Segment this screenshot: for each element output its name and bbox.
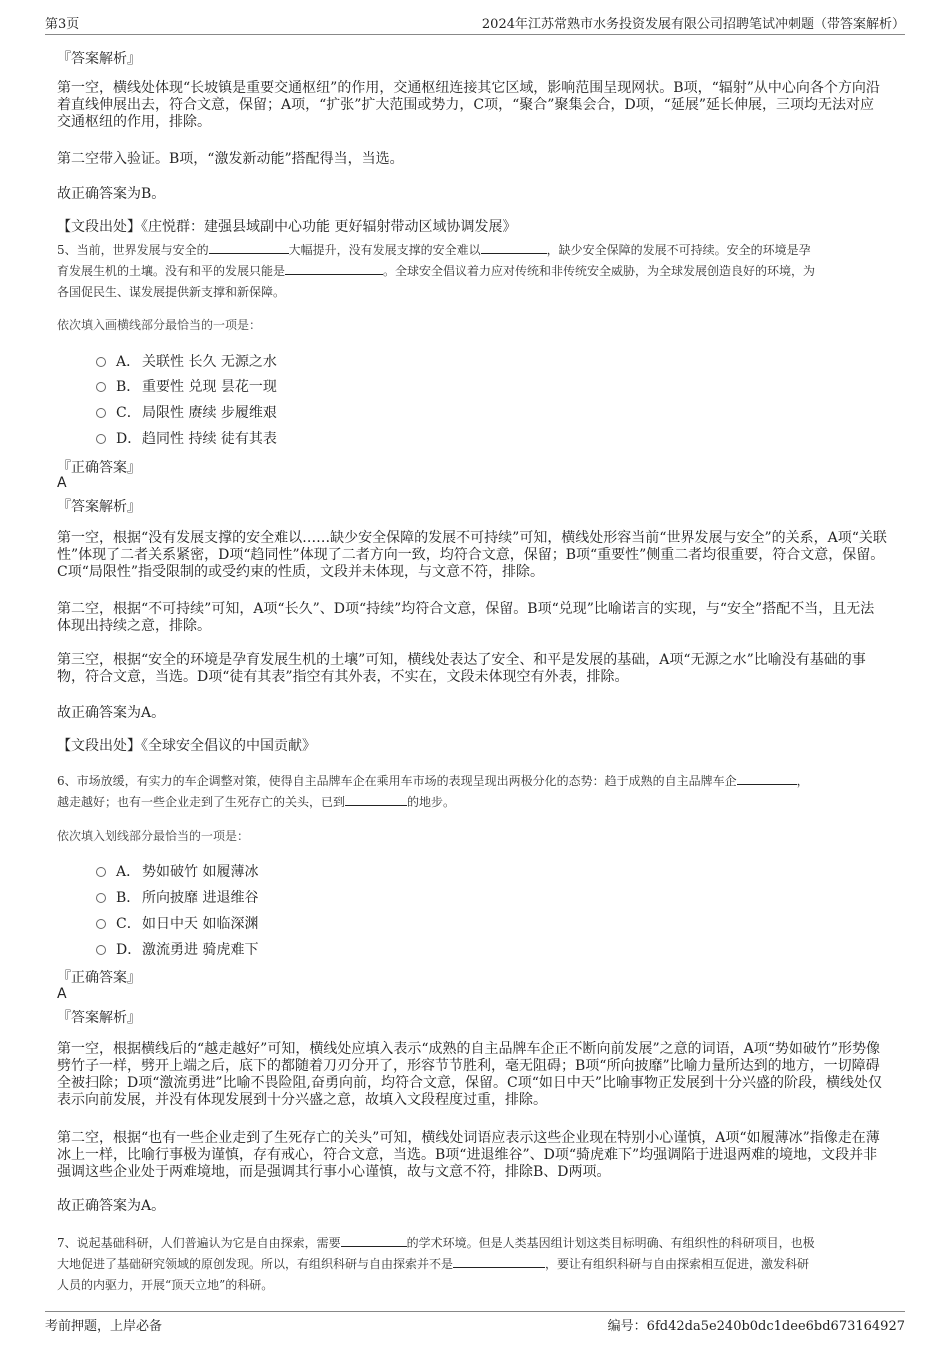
document-title: 2024年江苏常熟市水务投资发展有限公司招聘笔试冲刺题（带答案解析） — [481, 17, 905, 32]
q6-correct-label: 『正确答案』 — [57, 970, 141, 986]
q4-analysis-label: 『答案解析』 — [57, 51, 141, 67]
source-label: 【文段出处】 — [57, 219, 141, 235]
question-7: 7、说起基础科研，人们普遍认为它是自由探索，需要 的学术环境。但是人类基因组计划这类目标明确、有组织性的科研项目，也极 大地促进了基础研究领域的原创发现。所以，有组织科研与自由探索并不是 ，要让有组织科研与自由探索相互促进，激发科研 人员的内驱力，开展“顶天立地”的科研。 — [57, 1236, 815, 1292]
radio-icon[interactable] — [96, 408, 106, 418]
radio-icon[interactable] — [96, 382, 106, 392]
q5-prompt: 依次填入画横线部分最恰当的一项是： — [57, 318, 262, 332]
q5-analysis-p1: 第一空，根据“没有发展支撑的安全难以……缺少安全保障的发展不可持续”可知，横线处形容当前“世界发展与安全”的关系，A项“关联性”体现了二者关系紧密，D项“趋同性”体现了二者方向一致，均符合文意，保留；B项“重要性”侧重二者均很重要，符合文意，保留。C项“局限性”指受限制的或受约束的性质，文段并未体现，与文意不符，排除。 — [57, 530, 887, 580]
q5-option-b[interactable]: B． 重要性 兑现 昙花一现 — [96, 376, 277, 394]
q4-source — [57, 219, 887, 236]
q5-correct-answer: A — [57, 475, 67, 491]
question-5: 5、当前，世界发展与安全的 大幅提升，没有发展支撑的安全难以 ，缺少安全保障的发展不可持续。安全的环境是孕 育发展生机的土壤。没有和平的发展只能是 。全球安全倡议着力应对传统和非传统安全威胁，为全球发展创造良好的环境，为 各国促民生、谋发展提供新支撑和新保障。 — [57, 243, 816, 299]
q6-analysis-p3: 故正确答案为A。 — [57, 1198, 166, 1214]
q5-source — [57, 738, 887, 755]
q6-correct-answer: A — [57, 986, 67, 1002]
page-number: 第3页 — [45, 17, 80, 32]
q5-analysis-p4: 故正确答案为A。 — [57, 705, 166, 721]
q5-option-c[interactable]: C．局限性 赓续 步履维艰 — [96, 402, 277, 420]
q5-analysis-p2: 第二空，根据“不可持续”可知，A项“长久”、D项“持续”均符合文意，保留。B项“兑现”比喻诺言的实现，与“安全”搭配不当，且无法体现出持续之意，排除。 — [57, 601, 875, 634]
page-footer — [45, 1311, 905, 1334]
q6-analysis-label: 『答案解析』 — [57, 1010, 141, 1026]
source-label: 【文段出处】 — [57, 738, 141, 754]
radio-icon[interactable] — [96, 919, 106, 929]
blank-1 — [341, 1234, 407, 1247]
blank-1 — [737, 772, 797, 785]
blank-2 — [453, 1255, 545, 1268]
footer-motto: 考前押题，上岸必备 — [45, 1319, 163, 1334]
q5-option-d[interactable]: D．趋同性 持续 徒有其表 — [96, 428, 277, 446]
blank-3 — [285, 262, 383, 275]
radio-icon[interactable] — [96, 893, 106, 903]
q6-option-d[interactable]: D．激流勇进 骑虎难下 — [96, 939, 258, 957]
q6-option-c[interactable]: C．如日中天 如临深渊 — [96, 913, 258, 931]
question-6: 6、市场放缓，有实力的车企调整对策，使得自主品牌车企在乘用车市场的表现呈现出两极分化的态势：趋于成熟的自主品牌车企 ， 越走越好；也有一些企业走到了生死存亡的关头，已到 的地步。 — [57, 774, 809, 809]
blank-2 — [481, 241, 547, 254]
q5-correct-label: 『正确答案』 — [57, 460, 141, 476]
blank-1 — [209, 241, 289, 254]
document-code: 编号：6fd42da5e240b0dc1dee6bd673164927 — [607, 1319, 905, 1334]
source-title: 《庄悦群：建强县域副中心功能 更好辐射带动区域协调发展》 — [141, 219, 517, 235]
q4-analysis-p1: 第一空，横线处体现“长坡镇是重要交通枢纽”的作用，交通枢纽连接其它区域，影响范围呈现网状。B项，“辐射”从中心向各个方向沿着直线伸展出去，符合文意，保留；A项，“扩张”扩大范围或势力，C项，“聚合”聚集会合，D项，“延展”延长伸展，三项均无法对应交通枢纽的作用，排除。 — [57, 80, 880, 130]
q6-analysis-p1: 第一空，根据横线后的“越走越好”可知，横线处应填入表示“成熟的自主品牌车企正不断向前发展”之意的词语，A项“势如破竹”形势像劈竹子一样，劈开上端之后，底下的都随着刀刃分开了，形容节节胜利，毫无阻碍；B项“所向披靡”比喻力量所达到的地方，一切障碍全被扫除；D项“激流勇进”比喻不畏险阻,奋勇向前，均符合文意，保留。C项“如日中天”比喻事物正发展到十分兴盛的阶段，横线处仅表示向前发展，并没有体现发展到十分兴盛之意，故填入文段程度过重，排除。 — [57, 1041, 883, 1108]
page-header — [45, 12, 905, 35]
q4-analysis-p2: 第二空带入验证。B项，“激发新动能”搭配得当，当选。 — [57, 151, 404, 167]
q5-analysis-label: 『答案解析』 — [57, 499, 141, 515]
radio-icon[interactable] — [96, 357, 106, 367]
blank-2 — [345, 793, 407, 806]
radio-icon[interactable] — [96, 434, 106, 444]
q5-option-a[interactable]: A． 关联性 长久 无源之水 — [96, 351, 277, 369]
q6-prompt: 依次填入划线部分最恰当的一项是： — [57, 829, 250, 843]
radio-icon[interactable] — [96, 945, 106, 955]
radio-icon[interactable] — [96, 867, 106, 877]
q6-option-b[interactable]: B． 所向披靡 进退维谷 — [96, 887, 258, 905]
source-title: 《全球安全倡议的中国贡献》 — [141, 738, 316, 754]
q6-analysis-p2: 第二空，根据“也有一些企业走到了生死存亡的关头”可知，横线处词语应表示这些企业现在特别小心谨慎，A项“如履薄冰”指像走在薄冰上一样，比喻行事极为谨慎，存有戒心，符合文意，当选。B项“进退维谷”、D项“骑虎难下”均强调陷于进退两难的境地，文段并非强调这些企业处于两难境地，而是强调其行事小心谨慎，故与文意不符，排除B、D两项。 — [57, 1130, 880, 1180]
q4-analysis-p3: 故正确答案为B。 — [57, 186, 166, 202]
q6-option-a[interactable]: A． 势如破竹 如履薄冰 — [96, 861, 258, 879]
q5-analysis-p3: 第三空，根据“安全的环境是孕育发展生机的土壤”可知，横线处表达了安全、和平是发展的基础，A项“无源之水”比喻没有基础的事物，符合文意，当选。D项“徒有其表”指空有其外表，不实在，文段未体现空有外表，排除。 — [57, 652, 866, 685]
